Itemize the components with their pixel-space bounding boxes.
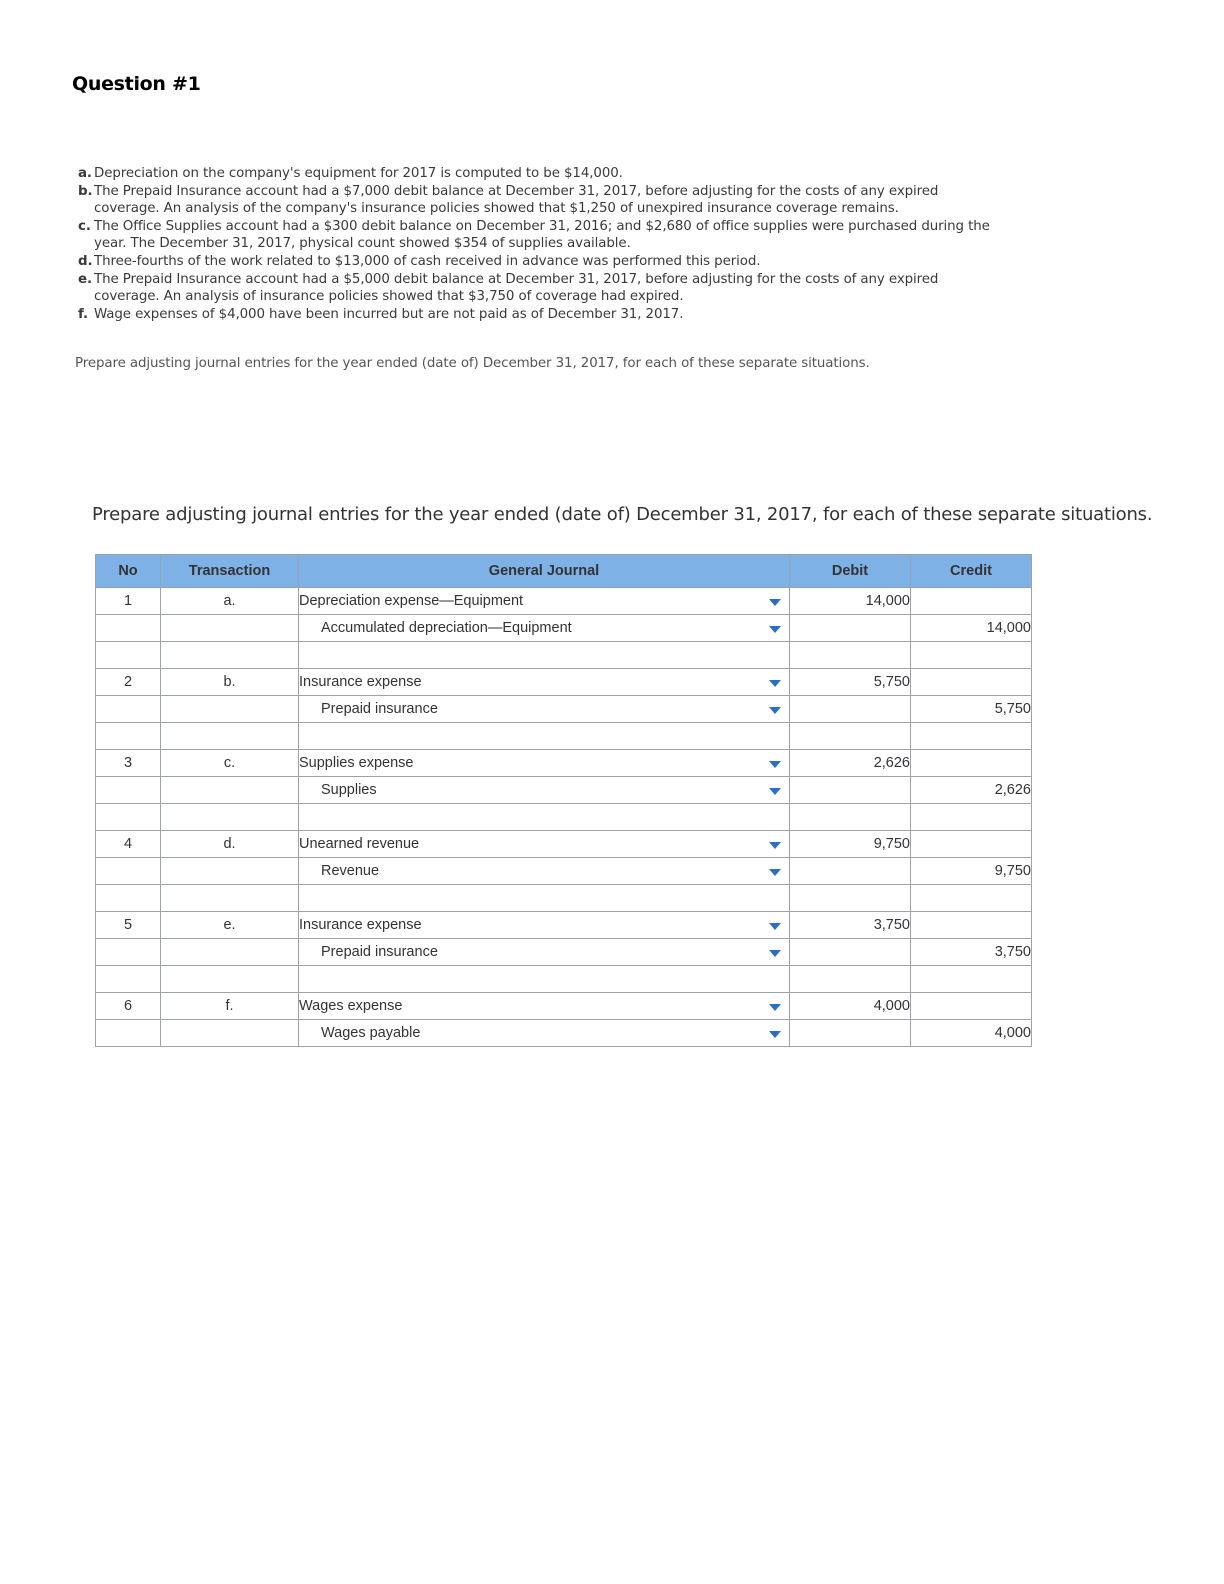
- debit-account-select-text: Unearned revenue: [299, 836, 420, 852]
- journal-row-credit: [96, 858, 1032, 885]
- credit-account-select-text: Supplies: [321, 782, 377, 798]
- debit-amount-input[interactable]: [790, 831, 911, 858]
- spacer-cell: [299, 642, 790, 669]
- journal-row-spacer: [96, 642, 1032, 669]
- credit-account-select-text: Accumulated depreciation—Equipment: [321, 620, 572, 636]
- situation-label: a.: [78, 166, 92, 181]
- transaction-letter-text: c.: [223, 755, 236, 771]
- situation-item: [78, 271, 998, 306]
- header-no: No: [96, 555, 161, 588]
- dropdown-arrow-icon[interactable]: [769, 680, 781, 687]
- spacer-cell: [299, 966, 790, 993]
- spacer-cell: [790, 804, 911, 831]
- spacer-cell: [96, 885, 161, 912]
- situation-item: [78, 218, 998, 253]
- credit-amount-input-text: 3,750: [994, 944, 1031, 960]
- journal-row-credit: [96, 615, 1032, 642]
- situation-text: The Prepaid Insurance account had a $7,000 debit balance at December 31, 2017, before adjusting for the costs of any expired coverage. An analysis of the company's insurance policies showed that $1,250 of unexpired insurance coverage remains.: [94, 183, 939, 217]
- journal-row-spacer: [96, 966, 1032, 993]
- debit-account-select-text: Supplies expense: [299, 755, 414, 771]
- journal-row-debit: [96, 588, 1032, 615]
- entry-number-empty: [96, 696, 161, 723]
- spacer-cell: [790, 885, 911, 912]
- spacer-cell: [96, 723, 161, 750]
- journal-row-debit: [96, 912, 1032, 939]
- spacer-cell: [299, 723, 790, 750]
- journal-row-spacer: [96, 885, 1032, 912]
- entry-number-text: 4: [123, 836, 133, 852]
- entry-number-empty: [96, 615, 161, 642]
- entry-number: [96, 912, 161, 939]
- spacer-cell: [911, 885, 1032, 912]
- question-title: Question #1: [72, 73, 201, 95]
- situation-text: Three-fourths of the work related to $13,000 of cash received in advance was performed this period.: [94, 253, 761, 269]
- entry-number-empty: [96, 939, 161, 966]
- debit-account-select-text: Insurance expense: [299, 674, 422, 690]
- spacer-cell: [161, 966, 299, 993]
- credit-amount-input-text: 4,000: [994, 1025, 1031, 1041]
- dropdown-arrow-icon[interactable]: [769, 1004, 781, 1011]
- situation-item: [78, 183, 998, 218]
- dropdown-arrow-icon[interactable]: [769, 626, 781, 633]
- credit-account-select[interactable]: [299, 696, 790, 723]
- situation-label: e.: [78, 271, 92, 287]
- situation-item: [78, 306, 998, 324]
- debit-account-select[interactable]: [299, 669, 790, 696]
- journal-row-credit: [96, 777, 1032, 804]
- debit-account-select-text: Wages expense: [299, 998, 403, 1014]
- situation-item: [78, 165, 998, 183]
- credit-amount-input[interactable]: [911, 831, 1032, 858]
- spacer-cell: [299, 804, 790, 831]
- credit-amount-input[interactable]: [911, 696, 1032, 723]
- journal-row-spacer: [96, 804, 1032, 831]
- spacer-cell: [790, 642, 911, 669]
- credit-account-select-text: Revenue: [321, 863, 380, 879]
- credit-amount-input-text: 14,000: [986, 620, 1031, 636]
- entry-number-text: 5: [123, 917, 133, 933]
- spacer-cell: [911, 642, 1032, 669]
- situation-label: d.: [78, 253, 93, 269]
- transaction-letter-text: b.: [223, 674, 236, 690]
- debit-amount-input-text: 14,000: [865, 593, 910, 609]
- journal-row-debit: [96, 993, 1032, 1020]
- journal-row-credit: [96, 939, 1032, 966]
- credit-amount-input[interactable]: [911, 912, 1032, 939]
- entry-number-text: 1: [123, 593, 133, 609]
- situation-text: The Prepaid Insurance account had a $5,000 debit balance at December 31, 2017, before adjusting for the costs of any expired coverage. An analysis of insurance policies showed that $3,750 of coverage had expired.: [94, 271, 939, 305]
- situation-item: [78, 253, 998, 271]
- dropdown-arrow-icon[interactable]: [769, 1031, 781, 1038]
- journal-row-debit: [96, 750, 1032, 777]
- journal-row-debit: [96, 831, 1032, 858]
- transaction-letter-text: e.: [223, 917, 236, 933]
- entry-number: [96, 993, 161, 1020]
- spacer-cell: [161, 642, 299, 669]
- transaction-letter: [161, 831, 299, 858]
- table-header-row: [96, 555, 1032, 588]
- credit-account-select[interactable]: [299, 939, 790, 966]
- header-general-journal: General Journal: [299, 555, 790, 588]
- transaction-letter-text: a.: [223, 593, 236, 609]
- spacer-cell: [161, 804, 299, 831]
- situation-list: [78, 165, 998, 323]
- debit-account-select-text: Insurance expense: [299, 917, 422, 933]
- credit-account-select[interactable]: [299, 777, 790, 804]
- entry-number: [96, 588, 161, 615]
- journal-row-credit: [96, 1020, 1032, 1047]
- entry-number: [96, 669, 161, 696]
- instruction-heading: Prepare adjusting journal entries for the year ended (date of) December 31, 2017, for each of these separate situations.: [92, 504, 1153, 525]
- debit-amount-input-text: 9,750: [873, 836, 910, 852]
- situation-label: c.: [78, 218, 91, 234]
- transaction-letter: [161, 750, 299, 777]
- debit-amount-input[interactable]: [790, 615, 911, 642]
- transaction-letter-empty: [161, 777, 299, 804]
- transaction-letter-text: d.: [223, 836, 236, 852]
- debit-amount-input[interactable]: [790, 696, 911, 723]
- credit-amount-input[interactable]: [911, 939, 1032, 966]
- transaction-letter-empty: [161, 858, 299, 885]
- credit-account-select-text: Wages payable: [321, 1025, 421, 1041]
- entry-number-text: 2: [123, 674, 133, 690]
- dropdown-arrow-icon[interactable]: [769, 869, 781, 876]
- entry-number: [96, 750, 161, 777]
- debit-account-select[interactable]: [299, 912, 790, 939]
- debit-account-select[interactable]: [299, 831, 790, 858]
- debit-amount-input-text: 4,000: [873, 998, 910, 1014]
- journal-row-spacer: [96, 723, 1032, 750]
- debit-account-select-text: Depreciation expense—Equipment: [299, 593, 524, 609]
- general-journal-table: [95, 554, 1032, 1047]
- transaction-letter-text: f.: [225, 998, 234, 1014]
- entry-number-text: 3: [123, 755, 133, 771]
- credit-amount-input[interactable]: [911, 777, 1032, 804]
- spacer-cell: [161, 723, 299, 750]
- entry-number-empty: [96, 1020, 161, 1047]
- debit-amount-input-text: 2,626: [873, 755, 910, 771]
- debit-amount-input[interactable]: [790, 588, 911, 615]
- entry-number-empty: [96, 858, 161, 885]
- spacer-cell: [790, 723, 911, 750]
- instruction-text: Prepare adjusting journal entries for the year ended (date of) December 31, 2017, for each of these separate situations.: [75, 356, 870, 371]
- transaction-letter: [161, 993, 299, 1020]
- credit-account-select-text: Prepaid insurance: [321, 944, 438, 960]
- credit-account-select[interactable]: [299, 1020, 790, 1047]
- credit-account-select[interactable]: [299, 615, 790, 642]
- spacer-cell: [790, 966, 911, 993]
- debit-account-select[interactable]: [299, 750, 790, 777]
- debit-account-select[interactable]: [299, 588, 790, 615]
- spacer-cell: [911, 723, 1032, 750]
- dropdown-arrow-icon[interactable]: [769, 923, 781, 930]
- journal-body: [96, 588, 1032, 1047]
- credit-amount-input[interactable]: [911, 669, 1032, 696]
- situation-text: Depreciation on the company's equipment for 2017 is computed to be $14,000.: [94, 166, 623, 181]
- transaction-letter: [161, 588, 299, 615]
- dropdown-arrow-icon[interactable]: [769, 950, 781, 957]
- credit-amount-input[interactable]: [911, 615, 1032, 642]
- credit-amount-input[interactable]: [911, 750, 1032, 777]
- spacer-cell: [96, 804, 161, 831]
- transaction-letter-empty: [161, 615, 299, 642]
- transaction-letter-empty: [161, 939, 299, 966]
- dropdown-arrow-icon[interactable]: [769, 842, 781, 849]
- situation-label: b.: [78, 183, 93, 199]
- spacer-cell: [96, 642, 161, 669]
- entry-number-text: 6: [123, 998, 133, 1014]
- transaction-letter: [161, 912, 299, 939]
- debit-amount-input[interactable]: [790, 939, 911, 966]
- debit-amount-input[interactable]: [790, 777, 911, 804]
- debit-amount-input-text: 5,750: [873, 674, 910, 690]
- debit-amount-input[interactable]: [790, 858, 911, 885]
- dropdown-arrow-icon[interactable]: [769, 788, 781, 795]
- debit-amount-input-text: 3,750: [873, 917, 910, 933]
- credit-amount-input-text: 2,626: [994, 782, 1031, 798]
- journal-row-debit: [96, 669, 1032, 696]
- transaction-letter-empty: [161, 1020, 299, 1047]
- entry-number-empty: [96, 777, 161, 804]
- credit-amount-input[interactable]: [911, 993, 1032, 1020]
- debit-account-select[interactable]: [299, 993, 790, 1020]
- credit-amount-input[interactable]: [911, 1020, 1032, 1047]
- header-debit: Debit: [790, 555, 911, 588]
- header-credit: Credit: [911, 555, 1032, 588]
- debit-amount-input[interactable]: [790, 669, 911, 696]
- credit-amount-input[interactable]: [911, 588, 1032, 615]
- dropdown-arrow-icon[interactable]: [769, 599, 781, 606]
- credit-amount-input-text: 5,750: [994, 701, 1031, 717]
- situation-text: The Office Supplies account had a $300 debit balance on December 31, 2016; and $2,680 of office supplies were purchased during the year. The December 31, 2017, physical count showed $354 of supplies available.: [94, 218, 990, 252]
- spacer-cell: [299, 885, 790, 912]
- debit-amount-input[interactable]: [790, 1020, 911, 1047]
- transaction-letter: [161, 669, 299, 696]
- situation-text: Wage expenses of $4,000 have been incurred but are not paid as of December 31, 2017.: [94, 306, 684, 322]
- credit-account-select[interactable]: [299, 858, 790, 885]
- debit-amount-input[interactable]: [790, 750, 911, 777]
- situation-label: f.: [78, 306, 88, 322]
- spacer-cell: [161, 885, 299, 912]
- debit-amount-input[interactable]: [790, 993, 911, 1020]
- transaction-letter-empty: [161, 696, 299, 723]
- spacer-cell: [96, 966, 161, 993]
- credit-amount-input-text: 9,750: [994, 863, 1031, 879]
- dropdown-arrow-icon[interactable]: [769, 761, 781, 768]
- spacer-cell: [911, 804, 1032, 831]
- entry-number: [96, 831, 161, 858]
- header-transaction: Transaction: [161, 555, 299, 588]
- spacer-cell: [911, 966, 1032, 993]
- journal-row-credit: [96, 696, 1032, 723]
- dropdown-arrow-icon[interactable]: [769, 707, 781, 714]
- credit-amount-input[interactable]: [911, 858, 1032, 885]
- credit-account-select-text: Prepaid insurance: [321, 701, 438, 717]
- debit-amount-input[interactable]: [790, 912, 911, 939]
